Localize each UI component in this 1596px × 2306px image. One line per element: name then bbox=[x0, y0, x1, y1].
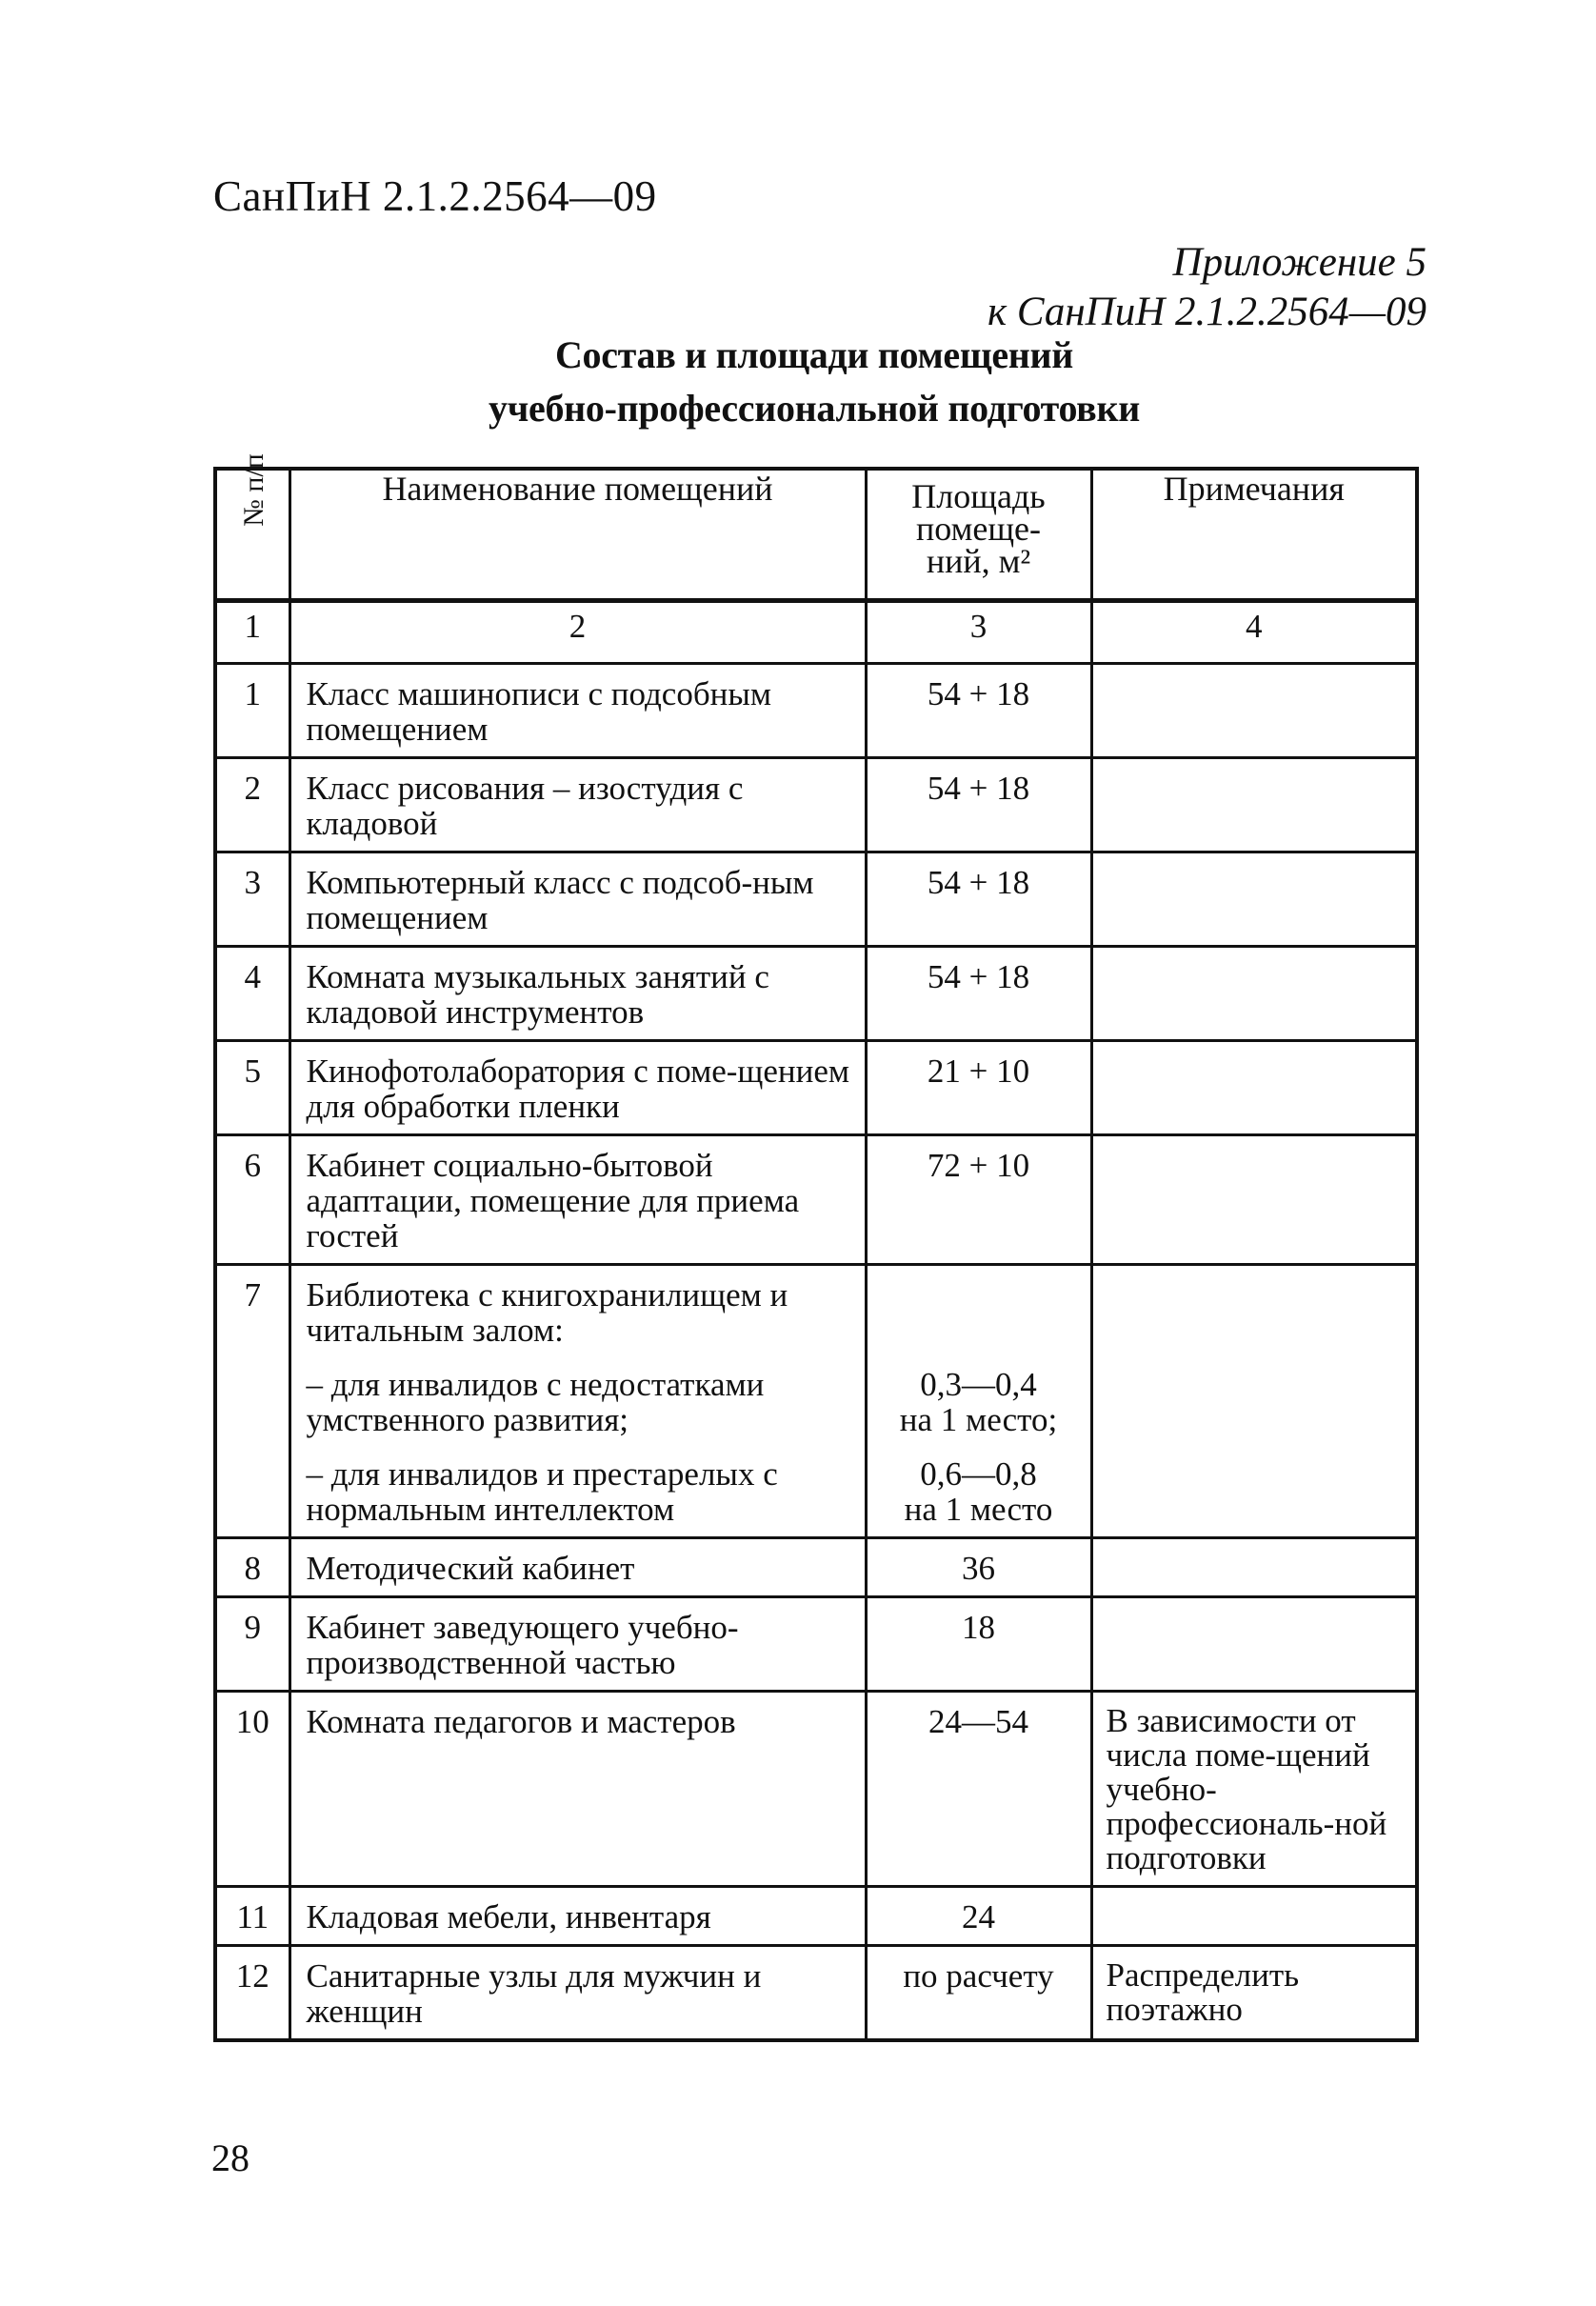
room-name: Кинофотолаборатория с поме-щением для обработки пленки bbox=[289, 1041, 866, 1135]
column-number: 2 bbox=[289, 601, 866, 664]
room-name: Класс машинописи с подсобным помещением bbox=[289, 664, 866, 758]
room-area: 54 + 18 bbox=[866, 852, 1091, 947]
room-area: 54 + 18 bbox=[866, 758, 1091, 852]
room-name: Кабинет социально-бытовой адаптации, помещение для приема гостей bbox=[289, 1135, 866, 1265]
rooms-table bbox=[213, 453, 1419, 2042]
header-area: Площадь помеще- ний, м² bbox=[866, 469, 1091, 601]
room-name: Комната педагогов и мастеров bbox=[289, 1692, 866, 1887]
room-name: Комната музыкальных занятий с кладовой инструментов bbox=[289, 947, 866, 1041]
row-number: 2 bbox=[215, 758, 289, 852]
column-number: 4 bbox=[1091, 601, 1417, 664]
library-sub-item: – для инвалидов с недостатками умственного развития; bbox=[306, 1366, 765, 1438]
row-number: 3 bbox=[215, 852, 289, 947]
row-number: 11 bbox=[215, 1887, 289, 1946]
appendix-line-1: Приложение 5 bbox=[1172, 240, 1426, 285]
table-row bbox=[215, 664, 1417, 758]
room-area: 54 + 18 bbox=[866, 664, 1091, 758]
room-note bbox=[1091, 1538, 1417, 1597]
room-name: Класс рисования – изостудия с кладовой bbox=[289, 758, 866, 852]
room-area: 24 bbox=[866, 1887, 1091, 1946]
table-row bbox=[215, 1135, 1417, 1265]
room-area: 24—54 bbox=[866, 1692, 1091, 1887]
row-number: 7 bbox=[215, 1265, 289, 1538]
library-title: Библиотека с книгохранилищем и читальным залом: bbox=[306, 1276, 788, 1349]
table-row bbox=[215, 852, 1417, 947]
title-line-1: Состав и площади помещений bbox=[554, 333, 1074, 376]
appendix-reference bbox=[988, 238, 1426, 337]
column-number: 1 bbox=[215, 601, 289, 664]
row-number: 6 bbox=[215, 1135, 289, 1265]
table-row bbox=[215, 1041, 1417, 1135]
room-area: 36 bbox=[866, 1538, 1091, 1597]
row-number: 1 bbox=[215, 664, 289, 758]
table-row bbox=[215, 1887, 1417, 1946]
row-number: 5 bbox=[215, 1041, 289, 1135]
room-note bbox=[1091, 947, 1417, 1041]
table-row bbox=[215, 947, 1417, 1041]
header-name: Наименование помещений bbox=[289, 469, 866, 601]
room-name bbox=[289, 1265, 866, 1538]
row-number: 9 bbox=[215, 1597, 289, 1692]
row-number: 8 bbox=[215, 1538, 289, 1597]
table-row bbox=[215, 1538, 1417, 1597]
room-name: Компьютерный класс с подсоб-ным помещением bbox=[289, 852, 866, 947]
room-note bbox=[1091, 1887, 1417, 1946]
room-note: Распределить поэтажно bbox=[1091, 1946, 1417, 2041]
room-area: 54 + 18 bbox=[866, 947, 1091, 1041]
room-note bbox=[1091, 758, 1417, 852]
table-header-row bbox=[215, 469, 1417, 601]
room-note bbox=[1091, 1265, 1417, 1538]
room-name: Кладовая мебели, инвентаря bbox=[289, 1887, 866, 1946]
header-number: № п/п bbox=[215, 469, 289, 601]
room-note bbox=[1091, 1597, 1417, 1692]
room-name: Санитарные узлы для мужчин и женщин bbox=[289, 1946, 866, 2041]
room-note bbox=[1091, 1135, 1417, 1265]
room-area: по расчету bbox=[866, 1946, 1091, 2041]
table-row bbox=[215, 1265, 1417, 1538]
room-note bbox=[1091, 1041, 1417, 1135]
row-number: 10 bbox=[215, 1692, 289, 1887]
document-code: СанПиН 2.1.2.2564—09 bbox=[213, 172, 657, 220]
table-row bbox=[215, 1597, 1417, 1692]
library-sub-item: – для инвалидов и престарелых с нормальным интеллектом bbox=[306, 1455, 778, 1528]
title-line-2: учебно-профессиональной подготовки bbox=[489, 387, 1140, 430]
room-area bbox=[866, 1265, 1091, 1538]
table-row bbox=[215, 758, 1417, 852]
page-number: 28 bbox=[211, 2136, 249, 2179]
column-number: 3 bbox=[866, 601, 1091, 664]
row-number: 4 bbox=[215, 947, 289, 1041]
header-notes: Примечания bbox=[1091, 469, 1417, 601]
room-note: В зависимости от числа поме-щений учебно-профессиональ-ной подготовки bbox=[1091, 1692, 1417, 1887]
table-row bbox=[215, 1946, 1417, 2041]
table-row bbox=[215, 1692, 1417, 1887]
room-area: 18 bbox=[866, 1597, 1091, 1692]
table-title bbox=[213, 329, 1415, 435]
appendix-line-2: к СанПиН 2.1.2.2564—09 bbox=[987, 290, 1426, 334]
column-numbers-row bbox=[215, 601, 1417, 664]
room-note bbox=[1091, 852, 1417, 947]
room-name: Методический кабинет bbox=[289, 1538, 866, 1597]
room-note bbox=[1091, 664, 1417, 758]
room-area: 72 + 10 bbox=[866, 1135, 1091, 1265]
room-area: 21 + 10 bbox=[866, 1041, 1091, 1135]
library-sub-area: 0,3—0,4 на 1 место; bbox=[899, 1366, 1058, 1438]
room-name: Кабинет заведующего учебно-производственной частью bbox=[289, 1597, 866, 1692]
library-sub-area: 0,6—0,8 на 1 место bbox=[904, 1455, 1053, 1528]
row-number: 12 bbox=[215, 1946, 289, 2041]
